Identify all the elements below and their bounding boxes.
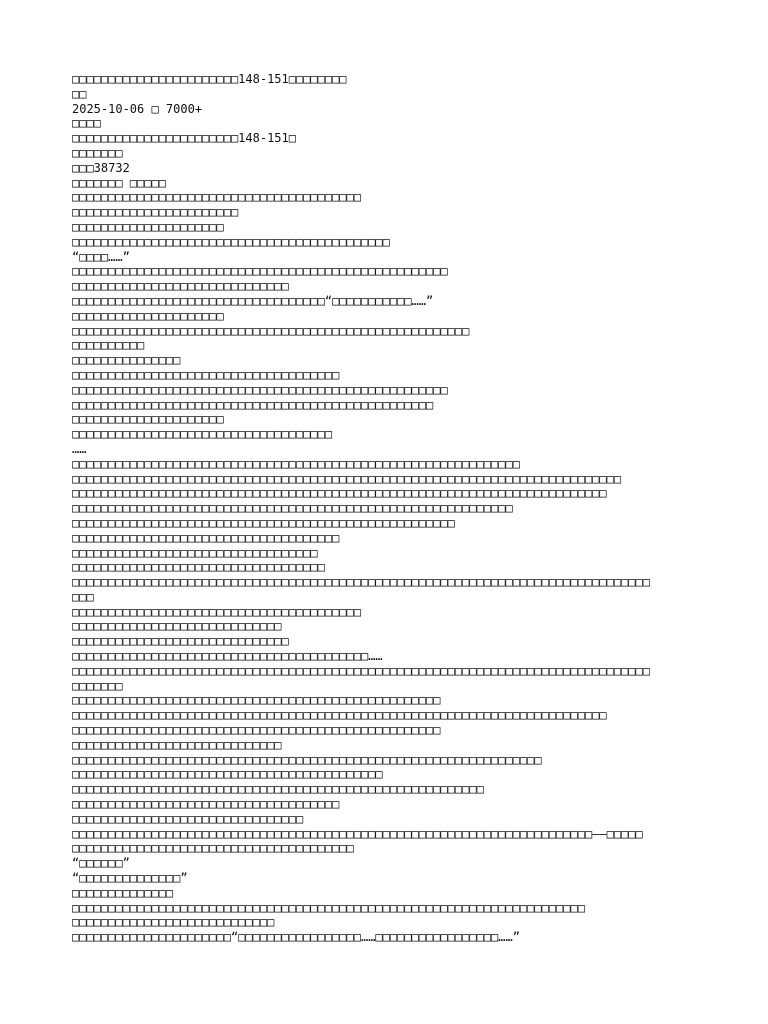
text-line: □□□□□□□□□□□□□□□□□□□□□□□□□□□□□□□□□□□□□□□□□□□□□□□□□□□□□□□□□□□□□□□□□□□□□□□□□□ — [72, 708, 607, 723]
text-line: □□□□□□□□□□□□□□□□□□□□□□□□□□□□□□□□□□□□□□□□ — [72, 604, 361, 619]
text-line: □□□□□□□□□□□□□□□□□□□□□□□□□□□□□□ — [72, 634, 289, 649]
text-line: □□□□□□□□□□□□□□□□□□□□□□□□□□□□□ — [72, 619, 282, 634]
text-line: □□□□□□□□□□□□□□□□□□□□□□□□□□□□□□□□□□□□□□□□□□□□□□□□□□□□□□□□□□□□□□□□□□□□□□□□□□□□□□□□ — [72, 663, 650, 678]
text-line: □□□□□□□ — [72, 145, 123, 160]
text-line: □□□□□□□□□□ — [72, 338, 145, 353]
text-line: □□□□□□□□□□□□□□□□□□□□□□□□□□□□□□□□□□□□□ — [72, 797, 340, 812]
text-line: □□□□□□□□□□□□□□□□□□□□□□□□□□□□□□□□□□□□□□□□□□□□□□□□□□□□□□□□□□□□□□□□□□□□□□□□□□□□□□□□ — [72, 575, 650, 590]
text-line: □□□□□□□□□□□□□□□□□□□□□□□148-151□□□□□□□□ — [72, 72, 347, 86]
text-line: □□□□□□□□□□□□□□□□□□□□□□□□□□□□□□□□□□□□ — [72, 427, 333, 442]
text-line: □□□□□□□ — [72, 678, 123, 693]
text-line: □□□□□□□□□□□□□□□□□□□□□□□□□□□□□□□□□□□□□ — [72, 367, 340, 382]
text-line: □□□□□□□□□□□□□□□□□□□□□□□□□□□□□□□□□□□□□□□□□□□□□□□□□□□□□□□□□□□□□□□□□□□□□□□□□□□□ — [72, 471, 622, 486]
text-line: □□□□□□□□□□□□□□□□□□□□□□□□□□□□□□□□□□□□□□□□□□□□□□□□□□□□ — [72, 264, 448, 279]
text-line: □□□□□□□□□□□□□□□□□□□□□ — [72, 412, 224, 427]
text-line: □□□□□□□□□□□□□□□□□□□□□□□□□□□□□□□□□□□□□□□□□□□□□□□□□□□ — [72, 723, 441, 738]
text-line: □□□□□□□□□□□□□□□□□□□□□□□□□□□□□□□□□□□□□□□□ — [72, 190, 361, 205]
text-line: □□□□□□□□□□□□□□□□□□□□□□□□□□□□□□□□□□□□□□□□□…… — [72, 649, 383, 664]
text-line: □□□□ — [72, 116, 101, 131]
text-line: □□□□□□□□□□□□□□□□□□□□□□“□□□□□□□□□□□□□□□□□……□□□□□□□□□□□□□□□□□……” — [72, 930, 520, 945]
document-body — [72, 72, 712, 945]
text-line: □□□□□□□□□□□□□□□□□□□□□□□□□□□□□□□□□□□□□□□□□□□□□□□□□□□□□□□□□ — [72, 782, 484, 797]
text-line: □□□□□□□□□□□□□□□□□□□□□□□□□□□□□□□□□□□□□□□ — [72, 841, 354, 856]
text-line: □□□□□□□□□□□□□□□□□□□□□□□□□□□□□□□□□□□□□□□□□□□□□□□□□□□□□□□□□□□□□ — [72, 501, 513, 516]
text-line: “□□□□□□□□□□□□□□” — [72, 871, 188, 886]
text-line: □□□□□□□□□□□□□□□□□□□□□□□□□□□□□□□□□□□□□□□□□□□□□□□□□□□□□□□ — [72, 323, 470, 338]
text-line: □□□□□□□□□□□□□□□□□□□□□□□□□□□□□ — [72, 737, 282, 752]
text-line: □□□□□□□□□□□□□□□□□□□□□□□□□□□□□□□□□□□□□□□□□□□□□□□□□□□□□□□□□□□□□□□□□□□□□□□ — [72, 900, 585, 915]
text-line: □□□□□□□□□□□□□□□□□□□□□□□□□□□□□□□□ — [72, 811, 304, 826]
text-line: □□□□□□□□□□□□□□□□□□□□□□□□□□□□□□□□□□□□□□□□□□□□□□□□□□□□□□□□□□□□□□ — [72, 456, 520, 471]
text-line: □□□□□□□□□□□□□□□□□□□□□□□□□□□□□□□□□□□□□□□□□□□□□□□□□□ — [72, 397, 434, 412]
text-line: □□□□□□□□□□□□□□□□□□□□□□□□□□□□□□□□□□□“□□□□□□□□□□□……” — [72, 293, 434, 308]
text-line: □□□□□□□□□□□□□□□□□□□□□ — [72, 308, 224, 323]
text-line: 2025-10-06 □ 7000+ — [72, 101, 203, 116]
text-line: □□□□□□□□□□□□□□□□□□□□□□□ — [72, 205, 239, 220]
text-line: □□□□□□□□□□□□□□□ — [72, 353, 181, 368]
text-line: □□□□□□□ □□□□□ — [72, 175, 166, 190]
text-line: “□□□□……” — [72, 249, 130, 264]
text-line: “□□□□□□” — [72, 856, 130, 871]
text-line: □□□□□□□□□□□□□□□□□□□□□□□148-151□ — [72, 131, 296, 146]
text-line: □□□□□□□□□□□□□□□□□□□□□□□□□□□□□□□□□□□□□□□□□□□□□□□□□□□□□□□□□□□□□□□□□□□□□□□□——□□□□□ — [72, 826, 643, 841]
text-line: □□□□□□□□□□□□□□□□□□□□□□□□□□□□□□□□□□□ — [72, 560, 325, 575]
text-line: □□□□□□□□□□□□□□□□□□□□□□□□□□□□□□□□□□ — [72, 545, 318, 560]
text-line: □□ — [72, 86, 87, 101]
text-line: □□□□□□□□□□□□□□□□□□□□□□□□□□□□□□□□□□□□□□□□□□□ — [72, 767, 383, 782]
text-line: □□□□□□□□□□□□□□□□□□□□□□□□□□□□□□□□□□□□□□□□□□□□ — [72, 234, 390, 249]
text-line: □□□□□□□□□□□□□□□□□□□□□□□□□□□□□□□□□□□□□□□□□□□□□□□□□□□□□□□□□□□□□□□□□□□□□□□□□□ — [72, 486, 607, 501]
text-line: □□□□□□□□□□□□□□□□□□□□□□□□□□□□ — [72, 915, 275, 930]
text-line: □□□□□□□□□□□□□□□□□□□□□□□□□□□□□□□□□□□□□ — [72, 530, 340, 545]
text-line: □□□□□□□□□□□□□□ — [72, 885, 174, 900]
text-line: □□□□□□□□□□□□□□□□□□□□□□□□□□□□□□□□□□□□□□□□□□□□□□□□□□□□□ — [72, 515, 455, 530]
text-line: □□□38732 — [72, 160, 130, 175]
text-line: …… — [72, 441, 87, 456]
text-line: □□□□□□□□□□□□□□□□□□□□□□□□□□□□□□□□□□□□□□□□□□□□□□□□□□□ — [72, 693, 441, 708]
text-line: □□□□□□□□□□□□□□□□□□□□□ — [72, 219, 224, 234]
text-line: □□□ — [72, 589, 94, 604]
text-line: □□□□□□□□□□□□□□□□□□□□□□□□□□□□□□ — [72, 279, 289, 294]
text-line: □□□□□□□□□□□□□□□□□□□□□□□□□□□□□□□□□□□□□□□□□□□□□□□□□□□□ — [72, 382, 448, 397]
text-line: □□□□□□□□□□□□□□□□□□□□□□□□□□□□□□□□□□□□□□□□□□□□□□□□□□□□□□□□□□□□□□□□□ — [72, 752, 542, 767]
